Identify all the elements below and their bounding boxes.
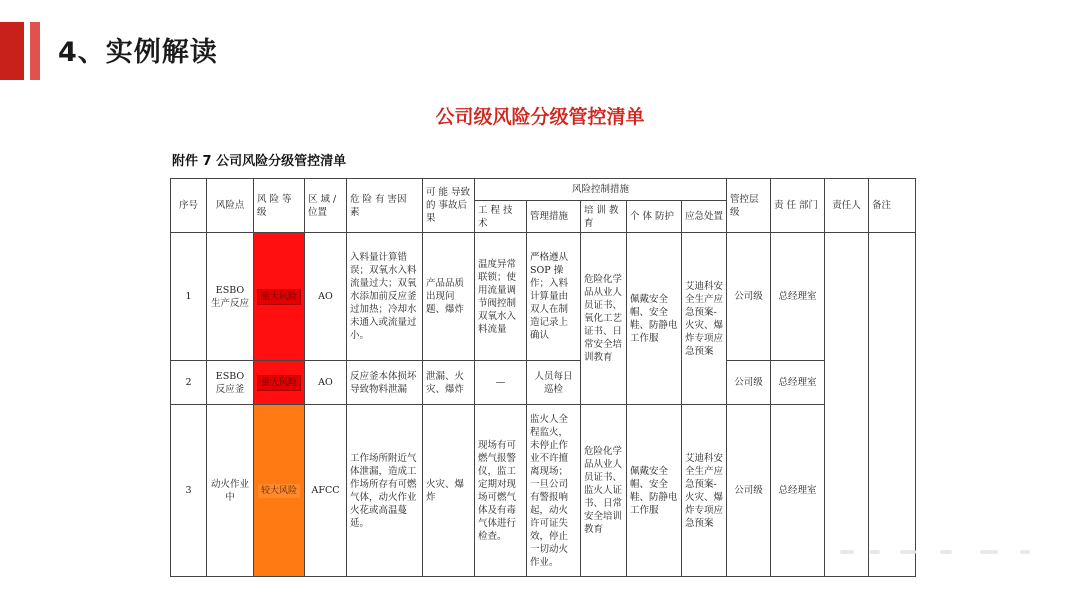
cell-engineering: 温度异常联锁；使用流量调节阀控制双氧水入料流量	[475, 233, 527, 361]
cell-ppe: 佩戴安全帽、安全鞋、防静电工作服	[627, 233, 682, 405]
table-row	[171, 361, 916, 405]
cell-dept: 总经理室	[771, 361, 825, 405]
cell-risk-point: ESBO 生产反应	[207, 233, 254, 361]
cell-risk-point: ESBO 反应釜	[207, 361, 254, 405]
cell-control-level: 公司级	[727, 405, 771, 577]
header-management: 管理措施	[527, 201, 581, 233]
accent-bar	[0, 22, 24, 80]
cell-no: 2	[171, 361, 207, 405]
cell-emergency: 艾迪科安全生产应急预案-火灾、爆炸专项应急预案	[682, 405, 727, 577]
cell-hazard: 工作场所附近气体泄漏，造成工作场所存有可燃气体，动火作业火花或高温蔓延。	[347, 405, 423, 577]
header-consequence: 可 能 导致 的 事故后果	[423, 179, 475, 233]
cell-management: 严格遵从 SOP 操作；入料计算量由双人在制造记录上确认	[527, 233, 581, 361]
cell-emergency: 艾迪科安全生产应急预案-火灾、爆炸专项应急预案	[682, 233, 727, 405]
cell-consequence: 泄漏、火灾、爆炸	[423, 361, 475, 405]
document-title: 公司级风险分级管控清单	[435, 106, 645, 128]
cell-risk-level	[254, 405, 305, 577]
table-row	[171, 233, 916, 361]
risk-level-label: 较大风险	[258, 484, 300, 498]
risk-level-label: 重大风险	[257, 375, 301, 391]
header-no: 序号	[171, 179, 207, 233]
cell-risk-point: 动火作业中	[207, 405, 254, 577]
cell-dept: 总经理室	[771, 233, 825, 361]
header-control-measures: 风险控制措施	[475, 179, 727, 201]
cell-area: AO	[305, 233, 347, 361]
cell-consequence: 火灾、爆炸	[423, 405, 475, 577]
cell-area: AFCC	[305, 405, 347, 577]
cell-no: 3	[171, 405, 207, 577]
header-control-level: 管控层级	[727, 179, 771, 233]
cell-area: AO	[305, 361, 347, 405]
header-ppe: 个 体 防护	[627, 201, 682, 233]
table-row	[171, 405, 916, 577]
cell-hazard: 反应釜本体损坏导致物料泄漏	[347, 361, 423, 405]
cell-control-level: 公司级	[727, 361, 771, 405]
header-area: 区 域 / 位置	[305, 179, 347, 233]
cell-control-level: 公司级	[727, 233, 771, 361]
cell-training: 危险化学品从业人员证书、氧化工艺证书、日常安全培训教育	[581, 233, 627, 405]
header-hazard: 危 险 有 害因 素	[347, 179, 423, 233]
cell-person	[825, 233, 869, 577]
header-person: 责任人	[825, 179, 869, 233]
header-risk-level: 风 险 等级	[254, 179, 305, 233]
cell-consequence: 产品品质出现问题、爆炸	[423, 233, 475, 361]
cell-hazard: 入料量计算错误；双氧水入料流量过大；双氧水添加前反应釜过加热；冷却水未通入或流量过小。	[347, 233, 423, 361]
section-title: 4、实例解读	[58, 37, 218, 68]
risk-control-table	[170, 178, 916, 577]
cell-risk-level	[254, 361, 305, 405]
table-caption: 附件 7 公司风险分级管控清单	[172, 154, 347, 169]
cell-ppe: 佩戴安全帽、安全鞋、防静电工作服	[627, 405, 682, 577]
cell-management: 监火人全程监火，未停止作业不许擅离现场；一旦公司有警报响起，动火许可证失效，停止一切动火作业。	[527, 405, 581, 577]
cell-management: 人员每日巡检	[527, 361, 581, 405]
accent-bar-secondary	[30, 22, 40, 80]
header-engineering: 工 程 技 术	[475, 201, 527, 233]
faded-watermark	[830, 540, 1080, 570]
cell-remark	[869, 233, 916, 577]
cell-training: 危险化学品从业人员证书、监火人证书、日常安全培训教育	[581, 405, 627, 577]
header-emergency: 应急处置	[682, 201, 727, 233]
cell-no: 1	[171, 233, 207, 361]
header-dept: 责 任 部门	[771, 179, 825, 233]
cell-engineering: —	[475, 361, 527, 405]
cell-engineering: 现场有可燃气报警仪，监工定期对现场可燃气体及有毒气体进行检查。	[475, 405, 527, 577]
header-remark: 备注	[869, 179, 916, 233]
risk-level-label: 重大风险	[257, 289, 301, 305]
header-training: 培 训 教育	[581, 201, 627, 233]
header-risk-point: 风险点	[207, 179, 254, 233]
cell-dept: 总经理室	[771, 405, 825, 577]
cell-risk-level	[254, 233, 305, 361]
